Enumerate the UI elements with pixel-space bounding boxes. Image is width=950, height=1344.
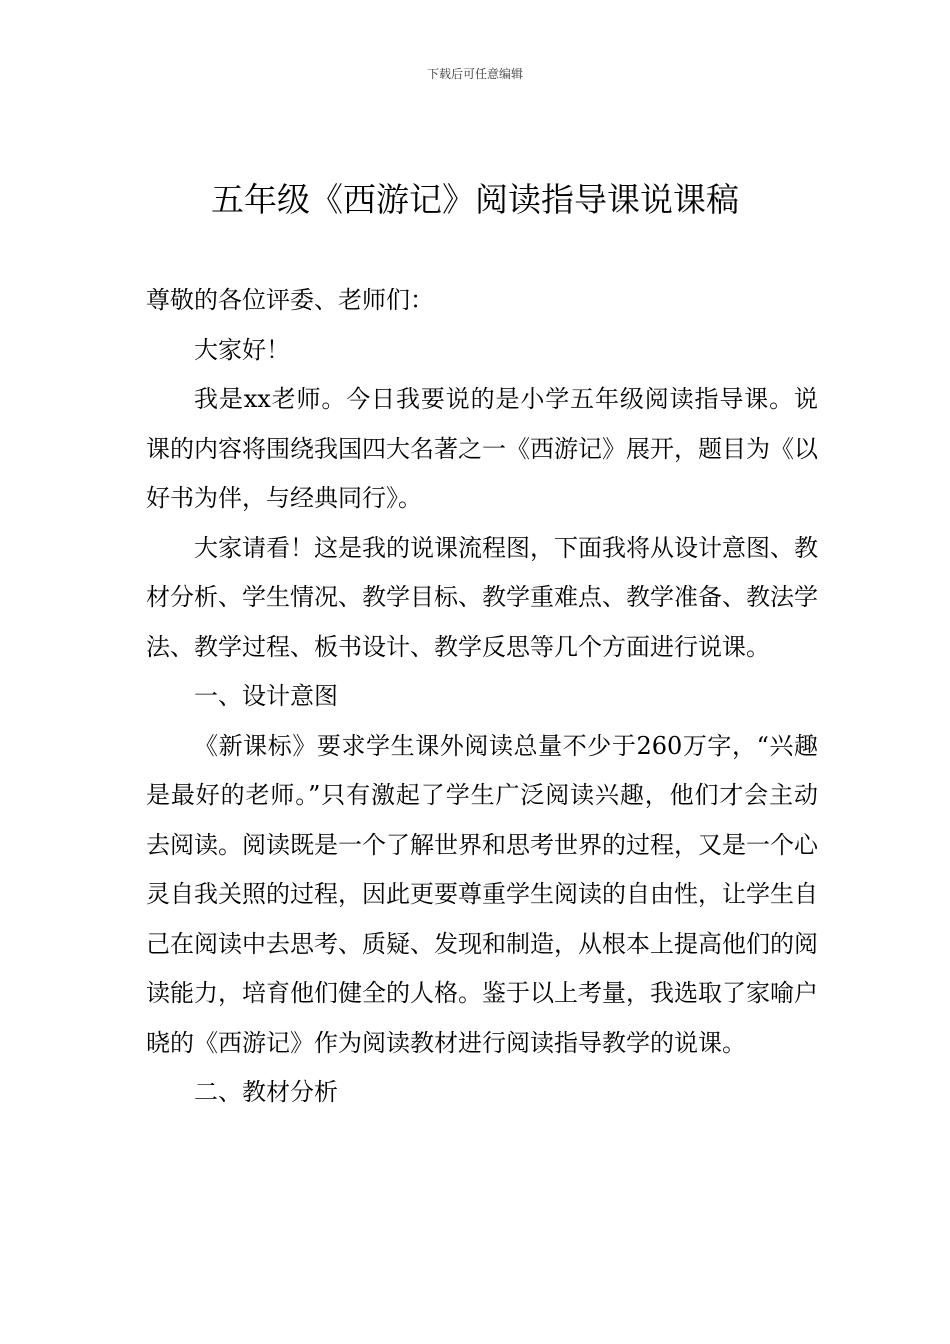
section-heading-design-intent: 一、设计意图	[194, 682, 338, 710]
salutation: 尊敬的各位评委、老师们：	[146, 286, 434, 314]
section-heading-material-analysis: 二、教材分析	[194, 1078, 338, 1106]
introduction-paragraph: 我是xx老师。今日我要说的是小学五年级阅读指导课。说课的内容将围绕我国四大名著之一《西游记》展开，题目为《以好书为伴，与经典同行》。	[146, 385, 818, 512]
document-body	[146, 276, 818, 1118]
outline-paragraph: 大家请看！这是我的说课流程图，下面我将从设计意图、教材分析、学生情况、教学目标、教学重难点、教学准备、教法学法、教学过程、板书设计、教学反思等几个方面进行说课。	[146, 533, 818, 661]
header-note: 下载后可任意编辑	[426, 67, 523, 81]
greeting-paragraph: 大家好！	[194, 335, 290, 364]
design-intent-paragraph: 《新课标》要求学生课外阅读总量不少于260万字，“兴趣是最好的老师。”只有激起了学生广泛阅读兴趣，他们才会主动去阅读。阅读既是一个了解世界和思考世界的过程，又是一个心灵自我关照的过程，因此更要尊重学生阅读的自由性，让学生自己在阅读中去思考、质疑、发现和制造，从根本上提高他们的阅读能力，培育他们健全的人格。鉴于以上考量，我选取了家喻户晓的《西游记》作为阅读教材进行阅读指导教学的说课。	[146, 731, 818, 1057]
document-title: 五年级《西游记》阅读指导课说课稿	[211, 180, 739, 219]
